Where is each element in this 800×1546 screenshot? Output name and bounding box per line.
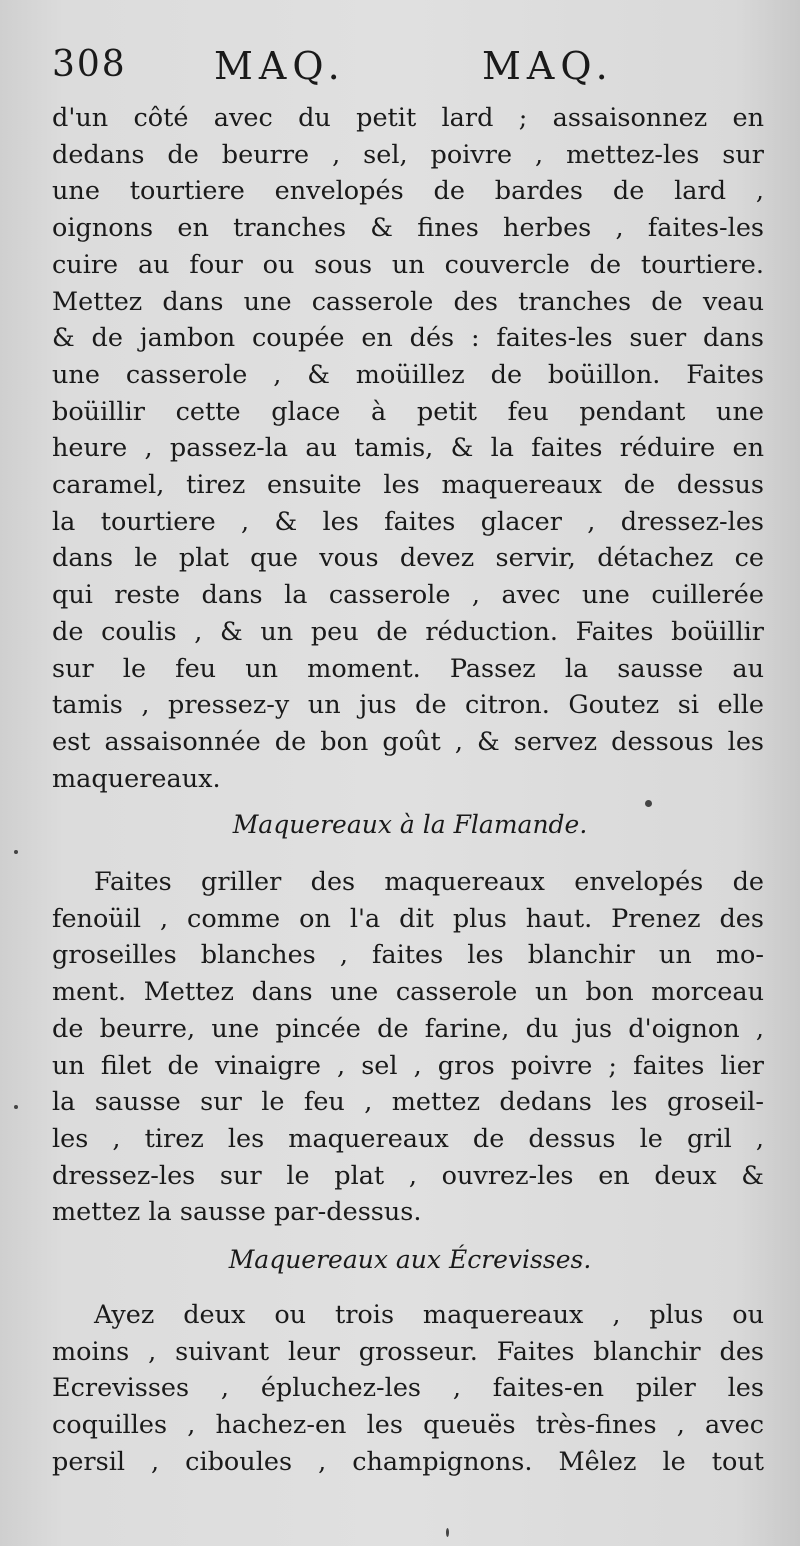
- paragraph-continuation: [52, 100, 764, 797]
- text-line: dans le plat que vous devez servir, détachez ce: [52, 543, 764, 574]
- ink-speck: [14, 850, 18, 854]
- text-line: maquereaux.: [52, 763, 221, 794]
- text-line: un filet de vinaigre , sel , gros poivre ; faites lier: [52, 1050, 764, 1081]
- text-line: heure , passez-la au tamis, & la faites réduire en: [52, 433, 764, 464]
- text-line: une casserole , & moüillez de boüillon. Faites: [52, 359, 764, 390]
- section-heading-ecrevisses: Maquereaux aux Écrevisses.: [228, 1245, 592, 1274]
- text-line: les , tirez les maquereaux de dessus le gril ,: [52, 1123, 764, 1154]
- text-line: Mettez dans une casserole des tranches de veau: [52, 286, 764, 317]
- text-line: cuire au four ou sous un couvercle de tourtiere.: [52, 249, 764, 280]
- paragraph-flamande: [52, 864, 764, 1231]
- text-line: Ayez deux ou trois maquereaux , plus ou: [94, 1300, 764, 1330]
- text-line: la sausse sur le feu , mettez dedans les groseil-: [52, 1087, 764, 1118]
- text-line: oignons en tranches & fines herbes , faites-les: [52, 213, 764, 244]
- text-line: dedans de beurre , sel, poivre , mettez-les sur: [52, 139, 764, 170]
- running-head-left: MAQ.: [214, 44, 346, 88]
- text-line: tamis , pressez-y un jus de citron. Goutez si elle: [52, 690, 764, 721]
- text-line: qui reste dans la casserole , avec une cuillerée: [52, 580, 764, 611]
- text-line: mettez la sausse par-dessus.: [52, 1197, 422, 1228]
- text-line: Ecrevisses , épluchez-les , faites-en piler les: [52, 1373, 764, 1404]
- running-head-right: MAQ.: [482, 44, 614, 88]
- text-line: fenoüil , comme on l'a dit plus haut. Prenez des: [52, 903, 764, 934]
- paragraph-ecrevisses: [52, 1297, 764, 1481]
- ink-speck: [446, 1528, 449, 1537]
- text-line: est assaisonnée de bon goût , & servez dessous les: [52, 726, 764, 757]
- text-line: Faites griller des maquereaux envelopés de: [94, 867, 764, 897]
- text-line: sur le feu un moment. Passez la sausse au: [52, 653, 764, 684]
- ink-speck: [645, 800, 652, 807]
- text-line: d'un côté avec du petit lard ; assaisonnez en: [52, 103, 764, 133]
- section-heading-flamande: Maquereaux à la Flamande.: [232, 810, 588, 839]
- text-line: de coulis , & un peu de réduction. Faites boüillir: [52, 616, 764, 647]
- text-line: dressez-les sur le plat , ouvrez-les en deux &: [52, 1160, 764, 1191]
- text-line: ment. Mettez dans une casserole un bon morceau: [52, 977, 764, 1008]
- text-line: une tourtiere envelopés de bardes de lard ,: [52, 176, 764, 207]
- page-header: [52, 44, 772, 94]
- text-line: caramel, tirez ensuite les maquereaux de dessus: [52, 470, 764, 501]
- text-line: & de jambon coupée en dés : faites-les suer dans: [52, 323, 764, 354]
- text-line: de beurre, une pincée de farine, du jus d'oignon ,: [52, 1013, 764, 1044]
- page-number: 308: [52, 44, 127, 85]
- text-line: groseilles blanches , faites les blanchir un mo-: [52, 940, 764, 971]
- ink-speck: [14, 1105, 18, 1109]
- text-line: coquilles , hachez-en les queuës très-fines , avec: [52, 1410, 764, 1441]
- text-line: persil , ciboules , champignons. Mêlez le tout: [52, 1446, 764, 1477]
- text-line: la tourtiere , & les faites glacer , dressez-les: [52, 506, 764, 537]
- text-line: moins , suivant leur grosseur. Faites blanchir des: [52, 1336, 764, 1367]
- text-line: boüillir cette glace à petit feu pendant une: [52, 396, 764, 427]
